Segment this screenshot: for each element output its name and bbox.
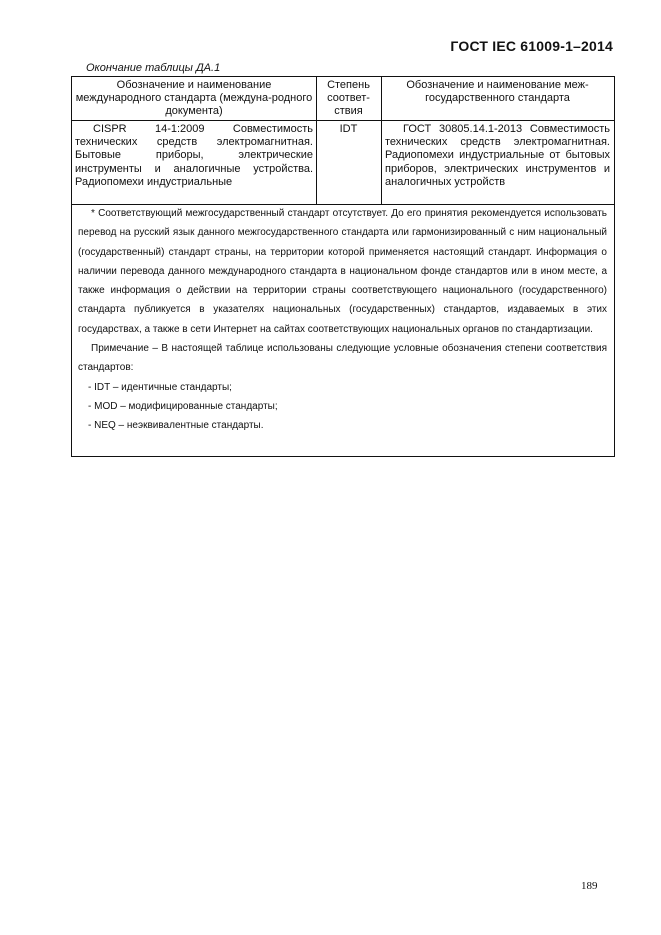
standards-table [71, 76, 615, 457]
header-international: Обозначение и наименование международного стандарта (междуна-родного документа) [75, 79, 313, 118]
row-degree: IDT [339, 123, 358, 135]
footnote-block [72, 204, 614, 436]
header-degree: Степень соответ-ствия [327, 79, 370, 118]
table-caption: Окончание таблицы ДА.1 [86, 62, 221, 74]
standard-title: ГОСТ IEC 61009-1–2014 [450, 38, 613, 54]
row-international-standard: CISPR 14-1:2009 Совместимость технических средств электромагнитная. Бытовые приборы, электрические инструменты и аналогичные устройства. Радиопомехи индустриальные [75, 123, 313, 188]
row-interstate-standard: ГОСТ 30805.14.1-2013 Совместимость технических средств электромагнитная. Радиопомехи индустриальные от бытовых приборов, электрических инструментов и аналогичных устройств [385, 123, 610, 188]
header-divider [72, 120, 614, 121]
page-number: 189 [581, 880, 598, 892]
note-text: Примечание – В настоящей таблице использованы следующие условные обозначения степени соответствия стандартов: [78, 343, 607, 374]
list-item: - NEQ – неэквивалентные стандарты. [88, 420, 264, 432]
header-interstate: Обозначение и наименование меж-государственного стандарта [406, 79, 589, 105]
footnote-text: * Соответствующий межгосударственный стандарт отсутствует. До его принятия рекомендуется использовать перевод на русский язык данного межгосударственного стандарта или гармонизированный с ним национальный (государственный) стандарт страны, на территории которой применяется настоящий стандарт. Информация о наличии перевода данного международного стандарта в национальном фонде стандартов или в ином месте, а также информация о действии на территории страны соответствующего национального (государственного) стандарта публикуется в указателях национальных (государственных) стандартов, издаваемых в этих государствах, а также в сети Интернет на сайтах соответствующих национальных органов по стандартизации. [78, 208, 607, 335]
list-item: - IDT – идентичные стандарты; [88, 381, 232, 393]
list-item: - MOD – модифицированные стандарты; [88, 400, 278, 412]
